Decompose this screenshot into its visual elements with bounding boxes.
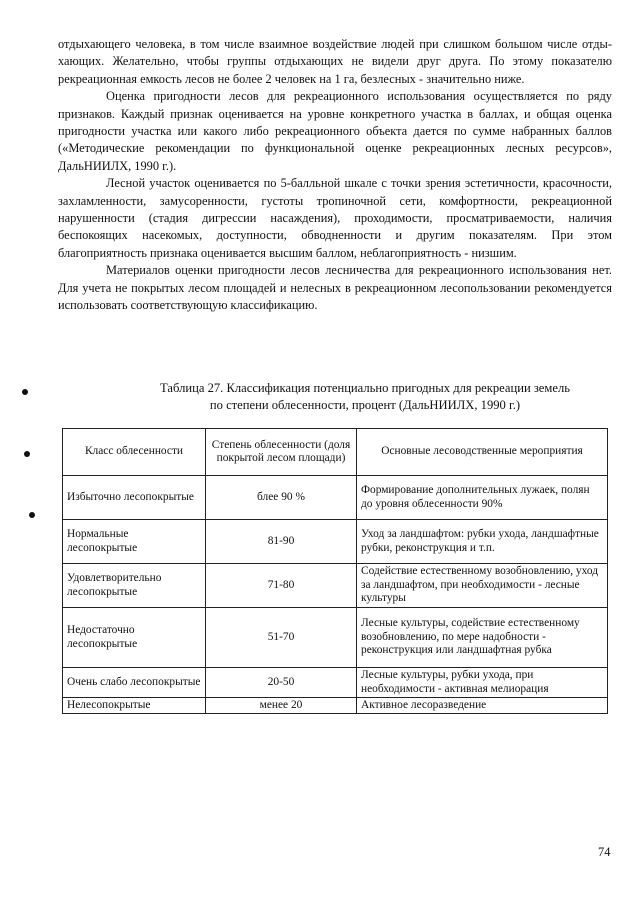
body-text	[58, 36, 612, 315]
header-class: Класс облесенности	[63, 429, 206, 476]
table-caption	[120, 380, 610, 414]
cell-measures: Уход за ландшафтом: рубки ухода, ландшафтные рубки, реконструкция и т.п.	[357, 520, 608, 564]
cell-degree: 20-50	[206, 668, 357, 698]
margin-bullet-mark	[29, 512, 35, 518]
paragraph-4: Материалов оценки пригодности лесов лесничества для рекреационного использования нет. Для учета не покрытых лесом площадей и нелесных в рекреационном лесопользовании рекомендуется использовать соответствующую классификацию.	[58, 263, 612, 313]
cell-measures: Лесные культуры, рубки ухода, при необходимости - активная мелиорация	[357, 668, 608, 698]
table-caption-line-2: по степени облесенности, процент (ДальНИИЛХ, 1990 г.)	[209, 398, 521, 412]
cell-class: Нелесопокрытые	[63, 698, 206, 714]
page-number: 74	[598, 845, 611, 859]
cell-degree: 71-80	[206, 564, 357, 608]
cell-degree: менее 20	[206, 698, 357, 714]
header-degree: Степень облесенности (доля покрытой лесом площади)	[206, 429, 357, 476]
cell-degree: 81-90	[206, 520, 357, 564]
table-row	[63, 608, 608, 668]
table-header-row	[63, 429, 608, 476]
cell-class: Удовлетворительно лесопокрытые	[63, 564, 206, 608]
cell-measures: Активное лесоразведение	[357, 698, 608, 714]
paragraph-3: Лесной участок оценивается по 5-балльной шкале с точки зрения эстетичности, красочности, захламленности, замусоренности, густоты тропиночной сети, комфортности, рекреационной нарушенности (стадия дигрессии насаждения), проходимости, просматриваемости, наличия беспокоящих насекомых, доступности, обводненности и другим показателям. При этом благоприятность признака оценивается высшим баллом, неблагоприятность - низшим.	[58, 176, 612, 260]
table-row	[63, 476, 608, 520]
cell-class: Недостаточно лесопокрытые	[63, 608, 206, 668]
table-row	[63, 668, 608, 698]
cell-measures: Содействие естественному возобновлению, уход за ландшафтом, при необходимости - лесные культуры	[357, 564, 608, 608]
cell-measures: Формирование дополнительных лужаек, полян до уровня облесенности 90%	[357, 476, 608, 520]
table-caption-line-1: Таблица 27. Классификация потенциально пригодных для рекреации земель	[160, 381, 570, 395]
cell-measures: Лесные культуры, содействие естественному возобновлению, по мере надобности - реконструкция или ландшафтная рубка	[357, 608, 608, 668]
header-measures: Основные лесоводственные мероприятия	[357, 429, 608, 476]
margin-bullet-mark	[24, 451, 30, 457]
cell-class: Нормальные лесопокрытые	[63, 520, 206, 564]
table-row	[63, 698, 608, 714]
cell-class: Очень слабо лесопокрытые	[63, 668, 206, 698]
table-row	[63, 520, 608, 564]
paragraph-1: отдыхающего человека, в том числе взаимное воздействие людей при слишком большом числе отды-хающих. Желательно, чтобы группы отдыхающих не видели друг друга. По этому показателю рекреационная емкость лесов не более 2 человек на 1 га, безлесных - значительно ниже.	[58, 37, 612, 86]
cell-class: Избыточно лесопокрытые	[63, 476, 206, 520]
margin-bullet-mark	[22, 389, 28, 395]
cell-degree: 51-70	[206, 608, 357, 668]
paragraph-2: Оценка пригодности лесов для рекреационного использования осуществляется по ряду признаков. Каждый признак оценивается на уровне конкретного участка в баллах, и общая оценка пригодности участка или какого либо рекреационного объекта дается по сумме набранных баллов («Методические рекомендации по функциональной оценке рекреационных лесных ресурсов», ДальНИИЛХ, 1990 г.).	[58, 89, 612, 173]
table-row	[63, 564, 608, 608]
classification-table	[62, 428, 608, 714]
cell-degree: блее 90 %	[206, 476, 357, 520]
